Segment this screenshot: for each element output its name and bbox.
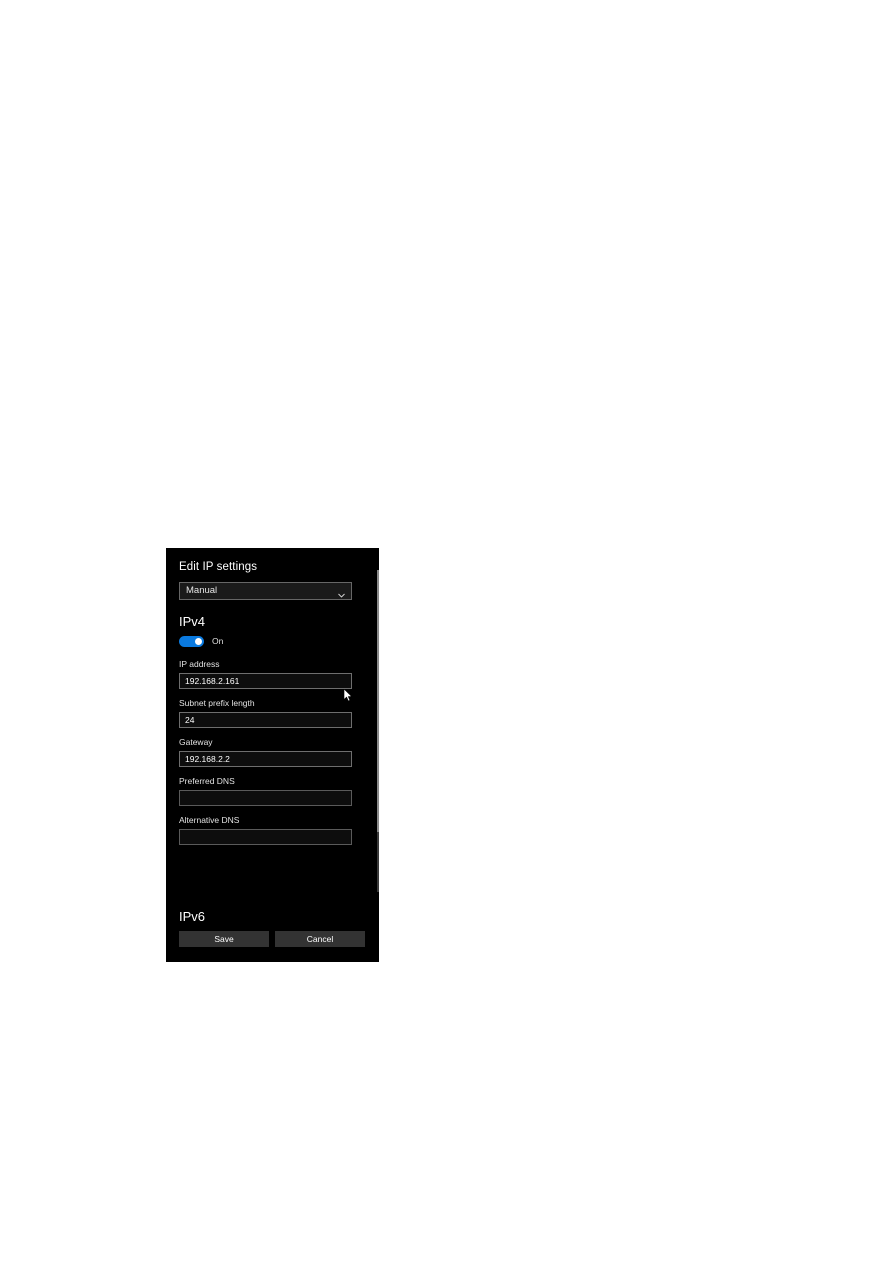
- ipv4-toggle-row[interactable]: [179, 636, 366, 647]
- ip-assignment-selected-value: Manual: [186, 585, 218, 596]
- ip-address-label: IP address: [179, 659, 220, 669]
- ip-address-input[interactable]: 192.168.2.161: [179, 673, 352, 689]
- ipv4-toggle-state-label: On: [212, 636, 224, 646]
- toggle-knob: [195, 638, 202, 645]
- settings-scroll-area: [179, 582, 366, 894]
- alternative-dns-label: Alternative DNS: [179, 815, 240, 825]
- subnet-prefix-length-label: Subnet prefix length: [179, 698, 255, 708]
- field-subnet-prefix-length: [179, 698, 366, 728]
- chevron-down-icon: [337, 587, 346, 596]
- ip-assignment-dropdown[interactable]: [179, 582, 352, 600]
- preferred-dns-input[interactable]: [179, 790, 352, 806]
- field-preferred-dns: [179, 776, 366, 806]
- scrollbar-thumb[interactable]: [377, 570, 379, 832]
- subnet-prefix-length-input[interactable]: 24: [179, 712, 352, 728]
- dialog-button-row: [179, 931, 366, 947]
- edit-ip-settings-dialog: [166, 548, 379, 962]
- dialog-title: Edit IP settings: [179, 561, 258, 573]
- ipv6-section-heading: IPv6: [179, 909, 206, 924]
- cancel-button[interactable]: Cancel: [275, 931, 365, 947]
- preferred-dns-label: Preferred DNS: [179, 776, 235, 786]
- gateway-input[interactable]: 192.168.2.2: [179, 751, 352, 767]
- field-alternative-dns: [179, 815, 366, 845]
- alternative-dns-input[interactable]: [179, 829, 352, 845]
- save-button[interactable]: Save: [179, 931, 269, 947]
- mouse-cursor-icon: [344, 689, 353, 702]
- field-ip-address: [179, 659, 366, 689]
- dialog-content: [166, 548, 379, 962]
- ipv4-section-heading: IPv4: [179, 614, 206, 629]
- ipv4-toggle[interactable]: [179, 636, 204, 647]
- field-gateway: [179, 737, 366, 767]
- gateway-label: Gateway: [179, 737, 213, 747]
